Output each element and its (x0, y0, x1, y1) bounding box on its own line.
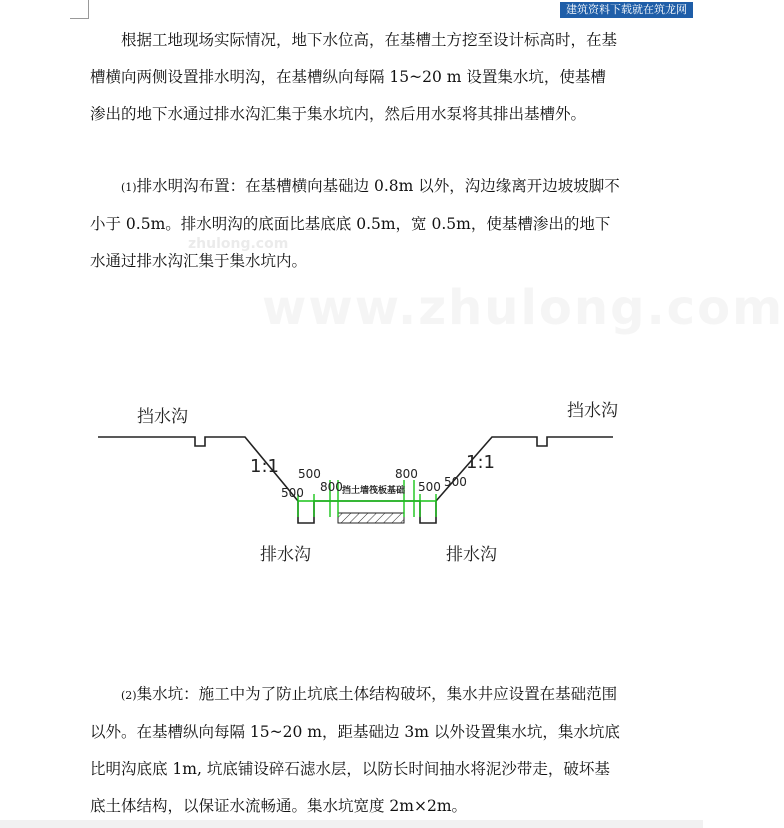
dim-label-500-left-upper: 500 (298, 467, 321, 481)
drain-ditch-label-left: 排水沟 (260, 545, 311, 565)
site-banner[interactable]: 建筑资料下载就在筑龙网 (560, 2, 693, 18)
retaining-ditch-label-left: 挡水沟 (137, 407, 188, 427)
paragraph-text: 排水明沟布置：在基槽横向基础边 0.8m 以外，沟边缘离开边坡坡脚不小于 0.5m。排水明沟的底面比基底底 0.5m，宽 0.5m，使基槽渗出的地下水通过排水沟汇集于集水坑内。 (90, 177, 620, 270)
paragraph-intro: 根据工地现场实际情况，地下水位高，在基槽土方挖至设计标高时，在基槽横向两侧设置排水明沟，在基槽纵向每隔 15~20 m 设置集水坑，使基槽渗出的地下水通过排水沟汇集于集水坑内，然后用水泵将其排出基槽外。 (90, 31, 618, 123)
watermark-main: www.zhulong.com (262, 280, 784, 336)
paragraph-number: (1) (121, 181, 137, 194)
foundation-block (338, 513, 404, 523)
foundation-label: 挡土墙筏板基础 (342, 486, 406, 496)
paragraph-drain-ditch (90, 168, 620, 280)
drain-ditch-label-right: 排水沟 (446, 545, 497, 565)
slope-ratio-left: 1:1 (250, 456, 279, 477)
retaining-ditch-label-right: 挡水沟 (567, 401, 618, 421)
paragraph-number: (2) (121, 689, 137, 702)
dim-label-800-left: 800 (320, 480, 343, 494)
drainage-section-diagram (0, 380, 703, 580)
dim-label-500-right-a: 500 (418, 480, 441, 494)
watermark-small: zhulong.com (188, 236, 289, 252)
dim-label-500-right-b: 500 (444, 475, 467, 489)
paragraph-sump-pit (90, 676, 620, 825)
slope-ratio-right: 1:1 (466, 452, 495, 473)
paragraph-text: 集水坑：施工中为了防止坑底土体结构破坏，集水井应设置在基础范围以外。在基槽纵向每隔 15~20 m，距基础边 3m 以外设置集水坑，集水坑底比明沟底底 1m, 坑底铺设碎石滤水层，以防长时间抽水将泥沙带走，破坏基底土体结构，以保证水流畅通。集水坑宽度 2m×2m。 (90, 685, 620, 815)
dim-label-800-right: 800 (395, 467, 418, 481)
page-bottom-edge (0, 820, 703, 828)
page-corner-mark (70, 0, 89, 19)
trench-profile-line (98, 437, 613, 523)
dim-label-500-left-lower: 500 (281, 486, 304, 500)
